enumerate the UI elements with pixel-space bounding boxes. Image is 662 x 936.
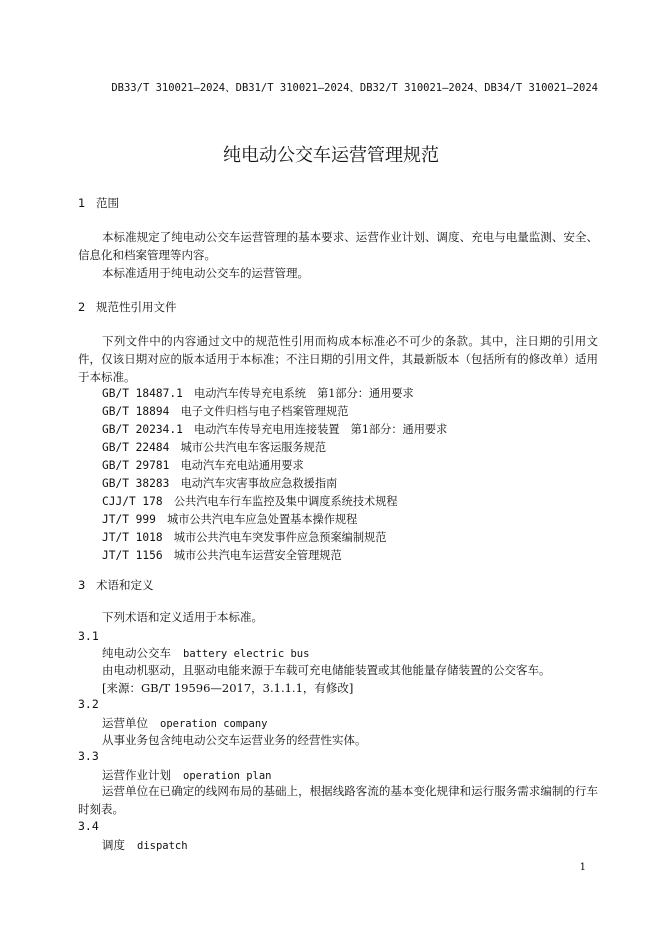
term-number: 3.1 xyxy=(78,629,99,643)
term-chinese: 调度 xyxy=(102,838,125,852)
reference-item xyxy=(102,493,398,509)
term-definition: 运营单位在已确定的线网布局的基础上，根据线路客流的基本变化规律和运行服务需求编制的行车时刻表。 xyxy=(78,784,598,816)
term-number: 3.2 xyxy=(78,697,99,711)
term-source: [来源：GB/T 19596—2017，3.1.1.1，有修改] xyxy=(102,681,354,695)
term-definition: 由电动机驱动，且驱动电能来源于车载可充电储能装置或其他能量存储装置的公交客车。 xyxy=(102,663,551,677)
reference-item xyxy=(102,403,348,419)
reference-title: 城市公共汽电车突发事件应急预案编制规范 xyxy=(173,531,387,544)
term-english: dispatch xyxy=(137,840,188,852)
reference-item xyxy=(102,529,386,545)
term-heading xyxy=(102,715,267,731)
term-heading xyxy=(102,837,188,853)
reference-title: 城市公共汽电车应急处置基本操作规程 xyxy=(167,513,358,526)
page-number: 1 xyxy=(579,862,586,873)
reference-code: JT/T 999 xyxy=(102,513,156,526)
section-number: 3 xyxy=(78,578,86,592)
reference-code: GB/T 29781 xyxy=(102,459,170,472)
term-chinese: 运营单位 xyxy=(102,716,148,730)
reference-title: 城市公共汽电车运营安全管理规范 xyxy=(173,549,342,562)
reference-item xyxy=(102,385,414,401)
reference-item xyxy=(102,439,326,455)
reference-title: 电动汽车充电站通用要求 xyxy=(180,459,304,472)
reference-item xyxy=(102,457,304,473)
reference-title: 公共汽电车行车监控及集中调度系统技术规程 xyxy=(173,495,398,508)
reference-code: GB/T 20234.1 xyxy=(102,423,183,436)
reference-code: JT/T 1156 xyxy=(102,549,163,562)
reference-item xyxy=(102,421,447,437)
reference-item xyxy=(102,475,337,491)
reference-code: JT/T 1018 xyxy=(102,531,163,544)
term-english: operation company xyxy=(160,718,268,730)
reference-title: 电子文件归档与电子档案管理规范 xyxy=(180,405,349,418)
section-title: 规范性引用文件 xyxy=(96,300,177,314)
reference-title: 电动汽车灾害事故应急救援指南 xyxy=(180,477,338,490)
document-title: 纯电动公交车运营管理规范 xyxy=(223,145,439,166)
section-number: 1 xyxy=(78,196,86,210)
term-chinese: 纯电动公交车 xyxy=(102,646,171,660)
term-english: battery electric bus xyxy=(183,648,310,660)
term-number: 3.3 xyxy=(78,749,99,763)
section-1-paragraph-2: 本标准适用于纯电动公交车的运营管理。 xyxy=(102,266,309,280)
reference-code: CJJ/T 178 xyxy=(102,495,163,508)
reference-title: 城市公共汽电车客运服务规范 xyxy=(180,441,327,454)
section-title: 范围 xyxy=(96,196,119,210)
term-heading xyxy=(102,767,272,783)
reference-code: GB/T 18894 xyxy=(102,405,170,418)
reference-title: 电动汽车传导充电用连接装置 第1部分：通用要求 xyxy=(194,423,448,436)
term-heading xyxy=(102,645,309,661)
reference-code: GB/T 18487.1 xyxy=(102,387,183,400)
section-number: 2 xyxy=(78,300,86,314)
section-2-heading xyxy=(78,299,177,315)
standard-code-header: DB33/T 310021—2024、DB31/T 310021—2024、DB32/T 310021—2024、DB34/T 310021—2024 xyxy=(111,82,598,94)
section-3-heading xyxy=(78,577,154,593)
term-english: operation plan xyxy=(183,770,272,782)
term-definition: 从事业务包含纯电动公交车运营业务的经营性实体。 xyxy=(102,733,367,747)
section-1-heading xyxy=(78,195,119,211)
reference-title: 电动汽车传导充电系统 第1部分：通用要求 xyxy=(194,387,414,400)
reference-item xyxy=(102,511,357,527)
reference-item xyxy=(102,547,342,563)
term-number: 3.4 xyxy=(78,819,99,833)
reference-code: GB/T 38283 xyxy=(102,477,170,490)
term-chinese: 运营作业计划 xyxy=(102,768,171,782)
section-3-intro: 下列术语和定义适用于本标准。 xyxy=(102,610,263,624)
reference-code: GB/T 22484 xyxy=(102,441,170,454)
section-title: 术语和定义 xyxy=(96,578,154,592)
section-1-paragraph-1: 本标准规定了纯电动公交车运营管理的基本要求、运营作业计划、调度、充电与电量监测、安全、信息化和档案管理等内容。 xyxy=(78,230,598,262)
section-2-intro: 下列文件中的内容通过文中的规范性引用而构成本标准必不可少的条款。其中，注日期的引用文件，仅该日期对应的版本适用于本标准；不注日期的引用文件，其最新版本（包括所有的修改单）适用于本标准。 xyxy=(78,334,598,384)
